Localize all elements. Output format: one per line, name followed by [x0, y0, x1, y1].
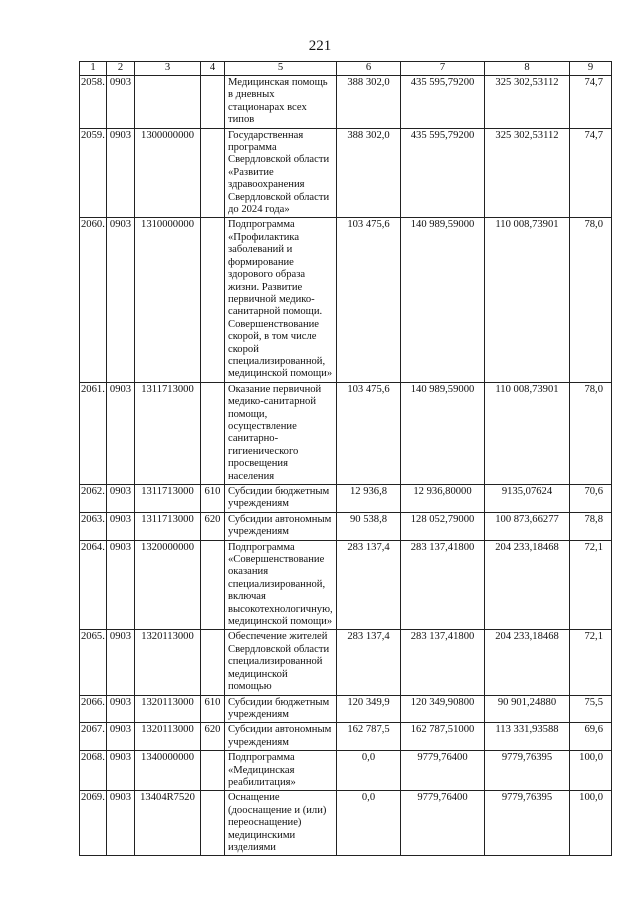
item-name: Субсидии автономным учреждениям — [225, 512, 337, 540]
table-row — [80, 791, 612, 856]
item-name: Подпрограмма «Совершенствование оказания специализированной, включая высокотехнологичную, медицинской помощи» — [225, 540, 337, 630]
expense-type-code — [201, 382, 225, 484]
table-row — [80, 485, 612, 513]
expense-type-code: 610 — [201, 695, 225, 723]
planned-amount: 283 137,41800 — [401, 630, 485, 695]
row-number: 2059. — [80, 128, 107, 218]
section-code: 0903 — [107, 218, 135, 382]
column-header: 5 — [225, 62, 337, 76]
page-number: 221 — [308, 38, 332, 54]
row-number: 2068. — [80, 751, 107, 791]
approved-amount: 283 137,4 — [337, 630, 401, 695]
expense-type-code — [201, 218, 225, 382]
execution-percent: 100,0 — [570, 791, 612, 856]
planned-amount: 12 936,80000 — [401, 485, 485, 513]
approved-amount: 12 936,8 — [337, 485, 401, 513]
approved-amount: 103 475,6 — [337, 382, 401, 484]
item-name: Подпрограмма «Медицинская реабилитация» — [225, 751, 337, 791]
table-row — [80, 128, 612, 218]
approved-amount: 283 137,4 — [337, 540, 401, 630]
executed-amount: 113 331,93588 — [485, 723, 570, 751]
approved-amount: 103 475,6 — [337, 218, 401, 382]
execution-percent: 72,1 — [570, 630, 612, 695]
column-header: 6 — [337, 62, 401, 76]
expense-type-code: 610 — [201, 485, 225, 513]
target-article-code: 1340000000 — [135, 751, 201, 791]
section-code: 0903 — [107, 128, 135, 218]
target-article-code: 13404R7520 — [135, 791, 201, 856]
row-number: 2060. — [80, 218, 107, 382]
target-article-code: 1310000000 — [135, 218, 201, 382]
target-article-code: 1320000000 — [135, 540, 201, 630]
row-number: 2069. — [80, 791, 107, 856]
executed-amount: 204 233,18468 — [485, 630, 570, 695]
executed-amount: 9135,07624 — [485, 485, 570, 513]
planned-amount: 435 595,79200 — [401, 128, 485, 218]
item-name: Субсидии бюджетным учреждениям — [225, 695, 337, 723]
item-name: Оказание первичной медико-санитарной помощи, осуществление санитарно-гигиенического просвещения населения — [225, 382, 337, 484]
table-row — [80, 695, 612, 723]
table-row — [80, 723, 612, 751]
planned-amount: 140 989,59000 — [401, 382, 485, 484]
planned-amount: 435 595,79200 — [401, 76, 485, 129]
table-row — [80, 630, 612, 695]
row-number: 2063. — [80, 512, 107, 540]
approved-amount: 0,0 — [337, 751, 401, 791]
execution-percent: 78,8 — [570, 512, 612, 540]
expense-type-code: 620 — [201, 512, 225, 540]
planned-amount: 120 349,90800 — [401, 695, 485, 723]
section-code: 0903 — [107, 512, 135, 540]
column-header: 3 — [135, 62, 201, 76]
budget-table — [79, 61, 612, 856]
target-article-code — [135, 76, 201, 129]
executed-amount: 325 302,53112 — [485, 76, 570, 129]
section-code: 0903 — [107, 695, 135, 723]
approved-amount: 388 302,0 — [337, 76, 401, 129]
approved-amount: 162 787,5 — [337, 723, 401, 751]
section-code: 0903 — [107, 540, 135, 630]
execution-percent: 70,6 — [570, 485, 612, 513]
approved-amount: 120 349,9 — [337, 695, 401, 723]
item-name: Подпрограмма «Профилактика заболеваний и формирование здорового образа жизни. Развитие первичной медико-санитарной помощи. Совершенствование скорой, в том числе скорой специализированной, медицинской помощи» — [225, 218, 337, 382]
expense-type-code — [201, 630, 225, 695]
item-name: Медицинская помощь в дневных стационарах всех типов — [225, 76, 337, 129]
section-code: 0903 — [107, 791, 135, 856]
target-article-code: 1311713000 — [135, 485, 201, 513]
executed-amount: 9779,76395 — [485, 791, 570, 856]
target-article-code: 1320113000 — [135, 630, 201, 695]
item-name: Государственная программа Свердловской области «Развитие здравоохранения Свердловской области до 2024 года» — [225, 128, 337, 218]
executed-amount: 325 302,53112 — [485, 128, 570, 218]
expense-type-code: 620 — [201, 723, 225, 751]
item-name: Оснащение (дооснащение и (или) переоснащение) медицинскими изделиями — [225, 791, 337, 856]
table-row — [80, 751, 612, 791]
row-number: 2065. — [80, 630, 107, 695]
item-name: Субсидии бюджетным учреждениям — [225, 485, 337, 513]
planned-amount: 283 137,41800 — [401, 540, 485, 630]
column-header: 4 — [201, 62, 225, 76]
section-code: 0903 — [107, 76, 135, 129]
execution-percent: 72,1 — [570, 540, 612, 630]
row-number: 2064. — [80, 540, 107, 630]
executed-amount: 9779,76395 — [485, 751, 570, 791]
executed-amount: 90 901,24880 — [485, 695, 570, 723]
executed-amount: 110 008,73901 — [485, 218, 570, 382]
table-header-row — [80, 62, 612, 76]
table-row — [80, 512, 612, 540]
target-article-code: 1311713000 — [135, 382, 201, 484]
target-article-code: 1300000000 — [135, 128, 201, 218]
column-header: 7 — [401, 62, 485, 76]
column-header: 9 — [570, 62, 612, 76]
expense-type-code — [201, 540, 225, 630]
section-code: 0903 — [107, 382, 135, 484]
execution-percent: 100,0 — [570, 751, 612, 791]
column-header: 1 — [80, 62, 107, 76]
table-row — [80, 382, 612, 484]
approved-amount: 90 538,8 — [337, 512, 401, 540]
executed-amount: 204 233,18468 — [485, 540, 570, 630]
executed-amount: 110 008,73901 — [485, 382, 570, 484]
target-article-code: 1311713000 — [135, 512, 201, 540]
section-code: 0903 — [107, 751, 135, 791]
target-article-code: 1320113000 — [135, 695, 201, 723]
expense-type-code — [201, 791, 225, 856]
planned-amount: 9779,76400 — [401, 751, 485, 791]
execution-percent: 78,0 — [570, 218, 612, 382]
planned-amount: 9779,76400 — [401, 791, 485, 856]
planned-amount: 128 052,79000 — [401, 512, 485, 540]
row-number: 2062. — [80, 485, 107, 513]
section-code: 0903 — [107, 630, 135, 695]
execution-percent: 75,5 — [570, 695, 612, 723]
table-body — [80, 76, 612, 856]
approved-amount: 0,0 — [337, 791, 401, 856]
column-header: 2 — [107, 62, 135, 76]
execution-percent: 69,6 — [570, 723, 612, 751]
row-number: 2058. — [80, 76, 107, 129]
section-code: 0903 — [107, 485, 135, 513]
table-row — [80, 76, 612, 129]
row-number: 2066. — [80, 695, 107, 723]
item-name: Обеспечение жителей Свердловской области специализированной медицинской помощью — [225, 630, 337, 695]
row-number: 2067. — [80, 723, 107, 751]
expense-type-code — [201, 76, 225, 129]
column-header: 8 — [485, 62, 570, 76]
executed-amount: 100 873,66277 — [485, 512, 570, 540]
target-article-code: 1320113000 — [135, 723, 201, 751]
execution-percent: 74,7 — [570, 76, 612, 129]
execution-percent: 78,0 — [570, 382, 612, 484]
table-row — [80, 540, 612, 630]
expense-type-code — [201, 128, 225, 218]
section-code: 0903 — [107, 723, 135, 751]
execution-percent: 74,7 — [570, 128, 612, 218]
row-number: 2061. — [80, 382, 107, 484]
planned-amount: 162 787,51000 — [401, 723, 485, 751]
approved-amount: 388 302,0 — [337, 128, 401, 218]
planned-amount: 140 989,59000 — [401, 218, 485, 382]
expense-type-code — [201, 751, 225, 791]
item-name: Субсидии автономным учреждениям — [225, 723, 337, 751]
table-row — [80, 218, 612, 382]
